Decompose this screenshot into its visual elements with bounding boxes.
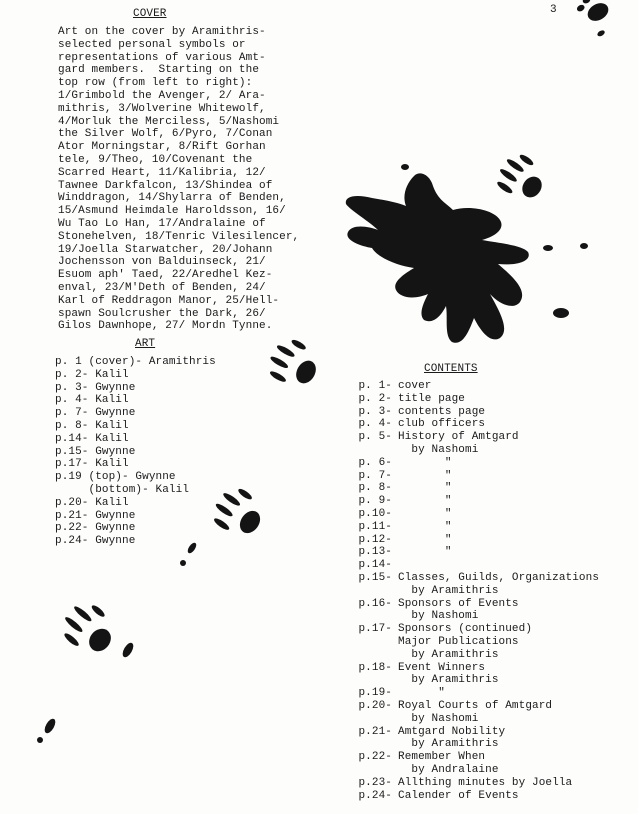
contents-page-number: p.18- (358, 661, 392, 674)
art-credit-line: p.17- Kalil (55, 458, 129, 471)
contents-page-number: p.11- (358, 520, 392, 533)
cover-text-line: tele, 9/Theo, 10/Covenant the (58, 153, 253, 166)
cover-text-line: gard members. Starting on the (58, 64, 260, 77)
contents-row (340, 508, 599, 521)
art-credit-line: p. 8- Kalil (55, 419, 129, 432)
cover-text-line: Gilos Dawnhope, 27/ Mordn Tynne. (58, 320, 273, 333)
art-credit-line: p.24- Gwynne (55, 535, 136, 548)
contents-entry-text: History of Amtgard (398, 431, 519, 444)
contents-entry-text: " (398, 520, 452, 533)
art-credit-line: p.19 (top)- Gwynne (55, 471, 176, 484)
cover-text-line: Wu Tao Lo Han, 17/Andralaine of (58, 217, 266, 230)
contents-page-number: p. 1- (358, 380, 392, 392)
page-number: 3 (550, 4, 557, 16)
contents-row (340, 380, 599, 393)
art-credit-line: p. 4- Kalil (55, 394, 129, 407)
contents-page-number: p.13- (358, 546, 392, 559)
contents-page-number: p. 8- (358, 482, 392, 495)
cover-text-line: enval, 23/M'Deth of Benden, 24/ (58, 281, 266, 294)
contents-entry-text: Remember When (398, 751, 486, 764)
contents-page-number: p. 3- (358, 405, 392, 418)
contents-entry-text: Allthing minutes by Joella (398, 776, 573, 789)
contents-row (340, 585, 599, 598)
contents-row (340, 482, 599, 495)
art-credit-line: p. 7- Gwynne (55, 407, 136, 420)
contents-row (340, 444, 599, 457)
contents-entry-text: Event Winners (398, 661, 486, 674)
contents-page-number: p. 7- (358, 469, 392, 482)
contents-page-number (340, 585, 398, 598)
contents-page-number: p.22- (358, 751, 392, 764)
cover-text-line: representations of various Amt- (58, 51, 266, 64)
cover-text-line: mithris, 3/Wolverine Whitewolf, (58, 102, 266, 115)
contents-row (340, 649, 599, 662)
contents-page-number: p.10- (358, 507, 392, 520)
contents-heading: CONTENTS (424, 363, 478, 375)
contents-row (340, 751, 599, 764)
art-credit-line: p. 3- Gwynne (55, 381, 136, 394)
cover-text-line: 1/Grimbold the Avenger, 2/ Ara- (58, 89, 266, 102)
contents-entry-text: by Aramithris (398, 648, 499, 661)
cover-text-line: 15/Asmund Heimdale Haroldsson, 16/ (58, 205, 286, 218)
contents-page-number: p.20- (358, 699, 392, 712)
cover-text-line: the Silver Wolf, 6/Pyro, 7/Conan (58, 128, 273, 141)
contents-page-number: p.16- (358, 597, 392, 610)
contents-row (340, 726, 599, 739)
contents-entry-text: " (398, 469, 452, 482)
cover-text-line: selected personal symbols or (58, 38, 246, 51)
art-credit-line: (bottom)- Kalil (55, 483, 190, 496)
contents-entry-text: Calender of Events (398, 789, 519, 802)
cover-text-line: spawn Soulcrusher the Dark, 26/ (58, 307, 266, 320)
contents-entry-text: by Aramithris (398, 674, 499, 687)
contents-row (340, 406, 599, 419)
contents-entry-text: " (398, 533, 452, 546)
contents-page-number: p.19- (358, 687, 392, 700)
contents-page-number: p.21- (358, 725, 392, 738)
contents-row (340, 662, 599, 675)
cover-text-line: top row (from left to right): (58, 77, 253, 90)
contents-entry-text: " (398, 456, 452, 469)
contents-row (340, 713, 599, 726)
cover-text (58, 26, 299, 333)
contents-page-number: p. 4- (358, 418, 392, 431)
contents-row (340, 687, 599, 700)
contents-entry-text: Major Publications (398, 635, 519, 648)
contents-entry-text: by Nashomi (398, 443, 479, 456)
contents-page-number: p.15- (358, 571, 392, 584)
contents-entry-text: Royal Courts of Amtgard (398, 699, 553, 712)
contents-page-number: p. 9- (358, 495, 392, 508)
cover-text-line: Scarred Heart, 11/Kalibria, 12/ (58, 166, 266, 179)
cover-text-line: Stonehelven, 18/Tenric Vilesilencer, (58, 230, 300, 243)
contents-entry-text: by Andralaine (398, 763, 499, 776)
cover-text-line: Winddragon, 14/Shylarra of Benden, (58, 192, 286, 205)
contents-page-number: p.17- (358, 623, 392, 636)
art-credit-line: p.21- Gwynne (55, 509, 136, 522)
cover-text-line: Tawnee Darkfalcon, 13/Shindea of (58, 179, 273, 192)
contents-row (340, 572, 599, 585)
contents-entry-text: cover (398, 380, 432, 392)
contents-entry-text: title page (398, 392, 466, 405)
contents-row (340, 598, 599, 611)
contents-page-number: p.12- (358, 533, 392, 546)
contents-page-number: p.24- (358, 789, 392, 802)
contents-page-number (340, 636, 398, 649)
contents-entry-text: Sponsors (continued) (398, 623, 533, 636)
contents-entry-text: " (398, 687, 445, 700)
art-credit-line: p. 1 (cover)- Aramithris (55, 356, 216, 368)
cover-text-line: Art on the cover by Aramithris- (58, 26, 266, 38)
contents-page-number (340, 649, 398, 662)
cover-heading: COVER (133, 8, 167, 20)
contents-entry-text: Sponsors of Events (398, 597, 519, 610)
contents-row (340, 674, 599, 687)
contents-list (340, 380, 599, 802)
contents-entry-text: by Nashomi (398, 712, 479, 725)
contents-row (340, 495, 599, 508)
paw-print (207, 481, 271, 544)
paw-print (492, 148, 552, 207)
contents-page-number (340, 674, 398, 687)
contents-row (340, 393, 599, 406)
contents-row (340, 457, 599, 470)
contents-page-number (340, 713, 398, 726)
contents-page-number: p.14- (358, 559, 392, 572)
art-credit-line: p.14- Kalil (55, 432, 129, 445)
contents-row (340, 534, 599, 547)
art-heading: ART (135, 338, 156, 350)
paw-print (574, 0, 626, 40)
art-credit-line: p.15- Gwynne (55, 445, 136, 458)
contents-row (340, 546, 599, 559)
cover-text-line: Esuom aph' Taed, 22/Aredhel Kez- (58, 269, 273, 282)
ink-splat (346, 173, 529, 342)
contents-entry-text: Amtgard Nobility (398, 725, 506, 738)
contents-entry-text: " (398, 507, 452, 520)
paw-print (263, 333, 326, 395)
art-credit-line: p.20- Kalil (55, 496, 129, 509)
contents-entry-text: by Aramithris (398, 738, 499, 751)
contents-row (340, 777, 599, 790)
contents-page-number: p.23- (358, 776, 392, 789)
contents-entry-text: Classes, Guilds, Organizations (398, 571, 600, 584)
contents-row (340, 559, 599, 572)
contents-entry-text: contents page (398, 405, 486, 418)
contents-page-number: p. 6- (358, 456, 392, 469)
contents-row (340, 470, 599, 483)
art-credits-list (55, 356, 216, 548)
paw-print (55, 595, 123, 662)
contents-row (340, 636, 599, 649)
contents-row (340, 764, 599, 777)
contents-row (340, 790, 599, 803)
cover-text-line: 19/Joella Starwatcher, 20/Johann (58, 243, 273, 256)
cover-text-line: Karl of Reddragon Manor, 25/Hell- (58, 294, 280, 307)
contents-page-number: p. 5- (358, 431, 392, 444)
contents-page-number (340, 444, 398, 457)
contents-entry-text: " (398, 546, 452, 559)
contents-row (340, 623, 599, 636)
contents-entry-text: by Aramithris (398, 584, 499, 597)
contents-entry-text: " (398, 495, 452, 508)
contents-row (340, 431, 599, 444)
contents-entry-text: by Nashomi (398, 610, 479, 623)
contents-page-number (340, 738, 398, 751)
contents-page-number (340, 610, 398, 623)
contents-entry-text: " (398, 482, 452, 495)
contents-page-number: p. 2- (358, 392, 392, 405)
art-credit-line: p. 2- Kalil (55, 368, 129, 381)
contents-row (340, 700, 599, 713)
art-credit-line: p.22- Gwynne (55, 522, 136, 535)
contents-row (340, 610, 599, 623)
contents-page-number (340, 764, 398, 777)
cover-text-line: Ator Morningstar, 8/Rift Gorhan (58, 141, 266, 154)
cover-text-line: 4/Morluk the Merciless, 5/Nashomi (58, 115, 280, 128)
contents-row (340, 521, 599, 534)
contents-row (340, 738, 599, 751)
contents-entry-text: club officers (398, 418, 486, 431)
contents-row (340, 418, 599, 431)
cover-text-line: Jochensson von Balduinseck, 21/ (58, 256, 266, 269)
